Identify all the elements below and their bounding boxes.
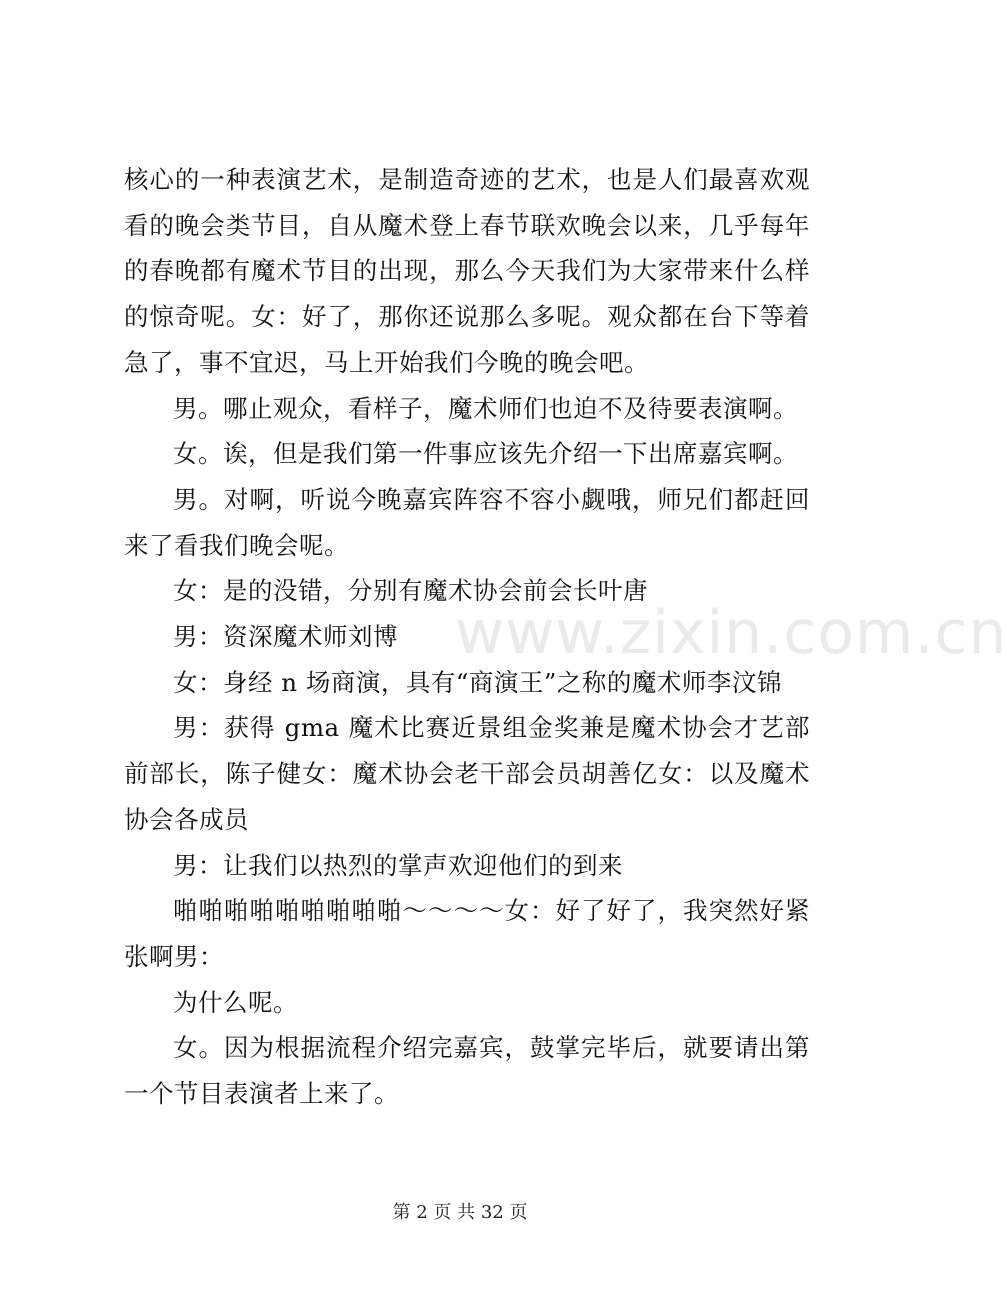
- paragraph: 男：让我们以热烈的掌声欢迎他们的到来: [173, 850, 623, 880]
- paragraph: 啪啪啪啪啪啪啪啪啪～～～～女：好了好了，我突然好紧张啊男：: [124, 896, 810, 971]
- paragraph: 为什么呢。: [173, 987, 298, 1017]
- paragraph: 女：是的没错，分别有魔术协会前会长叶唐: [173, 576, 648, 606]
- paragraph: 男。对啊，听说今晚嘉宾阵容不容小觑哦，师兄们都赶回来了看我们晚会呢。: [124, 484, 810, 560]
- page-number-footer: 第 2 页 共 32 页: [392, 1202, 528, 1223]
- paragraph: 男。哪止观众，看样子，魔术师们也迫不及待要表演啊。: [173, 393, 798, 423]
- paragraph: 女。诶，但是我们第一件事应该先介绍一下出席嘉宾啊。: [173, 439, 798, 469]
- paragraph: 核心的一种表演艺术，是制造奇迹的艺术，也是人们最喜欢观看的晚会类节目，自从魔术登上春节联欢晚会以来，几乎每年的春晚都有魔术节目的出现，那么今天我们为大家带来什么样的惊奇呢。女：好了，那你还说那么多呢。观众都在台下等着急了，事不宜迟，马上开始我们今晚的晚会吧。: [124, 165, 810, 377]
- paragraph: 男：获得 gma 魔术比赛近景组金奖兼是魔术协会才艺部前部长，陈子健女：魔术协会老干部会员胡善亿女：以及魔术协会各成员: [124, 713, 810, 834]
- document-body: [124, 157, 810, 1117]
- paragraph: 女。因为根据流程介绍完嘉宾，鼓掌完毕后，就要请出第一个节目表演者上来了。: [124, 1033, 810, 1109]
- watermark: www.zixin.com.cn: [455, 598, 1007, 668]
- paragraph: 男：资深魔术师刘博: [173, 622, 398, 652]
- paragraph: 女：身经 n 场商演，具有“商演王”之称的魔术师李汶锦: [173, 667, 782, 697]
